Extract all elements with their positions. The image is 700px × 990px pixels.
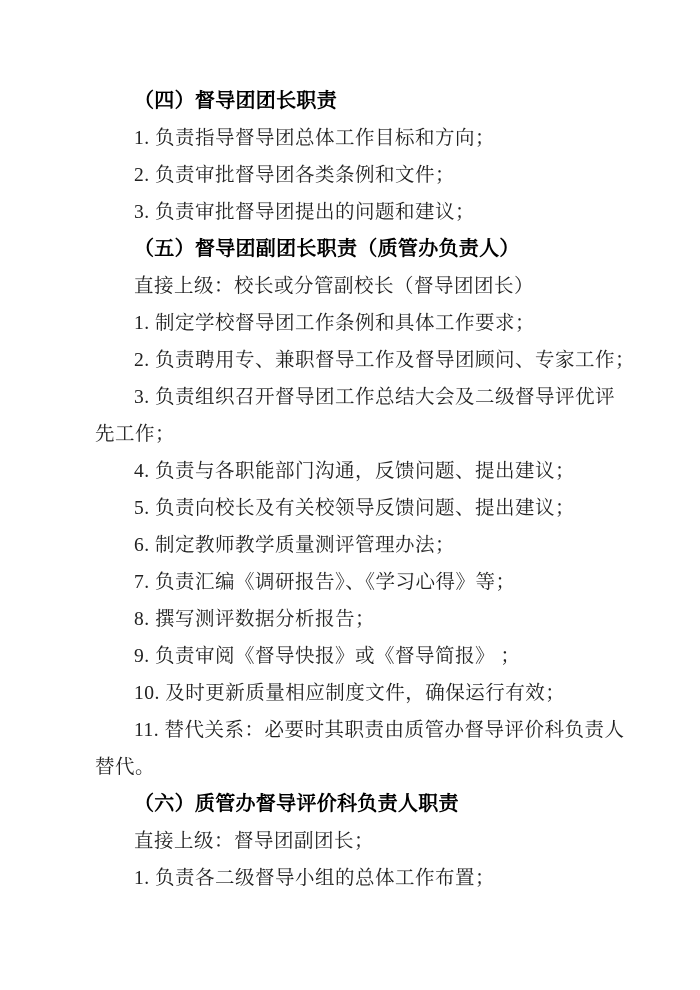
document-line: 4. 负责与各职能部门沟通，反馈问题、提出建议； [134,461,576,482]
document-line: 直接上级：督导团副团长； [134,831,375,852]
document-line: 8. 撰写测评数据分析报告； [134,609,376,630]
document-line: 3. 负责组织召开督导团工作总结大会及二级督导评优评 [134,387,616,408]
document-line: 1. 负责指导督导团总体工作目标和方向； [134,128,496,149]
section-heading: （五）督导团副团长职责（质管办负责人） [134,238,520,260]
document-content [95,83,636,897]
document-line: 9. 负责审阅《督导快报》或《督导简报》 ； [134,646,521,667]
document-line: 2. 负责聘用专、兼职督导工作及督导团顾问、专家工作； [134,350,636,371]
document-line: 7. 负责汇编《调研报告》、《学习心得》等； [134,572,516,593]
document-line: 10. 及时更新质量相应制度文件，确保运行有效； [134,683,566,704]
document-line: 先工作； [95,424,176,445]
document-line: 3. 负责审批督导团提出的问题和建议； [134,202,476,223]
section-heading: （六）质管办督导评价科负责人职责 [134,793,459,815]
document-line: 5. 负责向校长及有关校领导反馈问题、提出建议； [134,498,576,519]
section-heading: （四）督导团团长职责 [134,90,337,112]
document-line: 1. 制定学校督导团工作条例和具体工作要求； [134,313,536,334]
document-line: 2. 负责审批督导团各类条例和文件； [134,165,456,186]
document-line: 6. 制定教师教学质量测评管理办法； [134,535,456,556]
document-line: 替代。 [95,757,156,778]
document-line: 直接上级：校长或分管副校长（督导团团长） [134,276,535,297]
document-line: 1. 负责各二级督导小组的总体工作布置； [134,868,496,889]
document-line: 11. 替代关系：必要时其职责由质管办督导评价科负责人 [134,720,625,741]
